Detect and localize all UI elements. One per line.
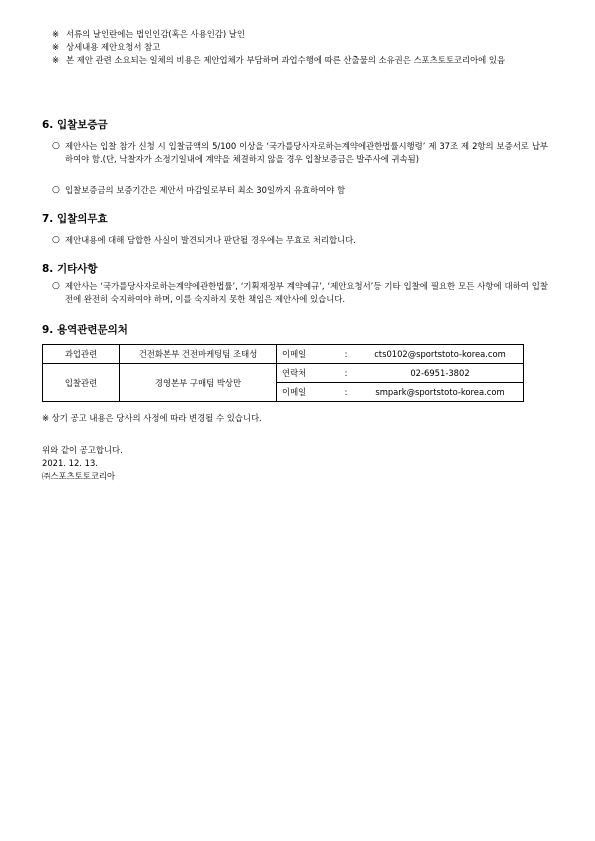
section-9-title: 9. 용역관련문의처 bbox=[42, 324, 128, 336]
sep-cell: : bbox=[335, 345, 357, 364]
label-cell: 이메일 bbox=[277, 383, 336, 402]
closing-line: 위와 같이 공고합니다. bbox=[42, 445, 123, 455]
dept-cell: 과업관련 bbox=[43, 345, 120, 364]
note-details: ※ 상세내용 제안요청서 참고 bbox=[52, 42, 161, 52]
table-row bbox=[43, 345, 524, 364]
person-cell: 경영본부 구매팀 박상만 bbox=[120, 364, 277, 402]
section-6-item-2: ○ 입찰보증금의 보증기간은 제안서 마감일로부터 최소 30일까지 유효하여야 함 bbox=[52, 185, 346, 195]
section-6-title: 6. 입찰보증금 bbox=[42, 119, 108, 131]
dept-cell: 입찰관련 bbox=[43, 364, 120, 402]
contact-table bbox=[42, 344, 524, 402]
closing-date: 2021. 12. 13. bbox=[42, 458, 98, 468]
company-name: ㈜스포츠토토코리아 bbox=[42, 471, 116, 481]
sep-cell: : bbox=[335, 383, 357, 402]
section-8-item-1: ○ 제안사는 ‘국가를당사자로하는계약에관한법률’, ‘기획재정부 계약예규’, ‘제안요청서’등 기타 입찰에 필요한 모든 사항에 대하여 입찰 전에 완전히 숙지하여야 하며, 이를 숙지하지 못한 책임은 제안사에 있습니다. bbox=[52, 281, 548, 304]
table-row bbox=[43, 364, 524, 383]
label-cell: 연락처 bbox=[277, 364, 336, 383]
section-6-item-1: ○ 제안사는 입찰 참가 신청 시 입찰금액의 5/100 이상을 ‘국가를당사자로하는계약에관한법률시행령’ 제 37조 제 2항의 보증서로 납부하여야 함.(단, 낙찰자가 소정기일내에 계약을 체결하지 않을 경우 입찰보증금은 발주사에 귀속됨) bbox=[52, 141, 548, 164]
email-link[interactable]: smpark@sportstoto-korea.com bbox=[357, 383, 524, 402]
label-cell: 이메일 bbox=[277, 345, 336, 364]
note-seal: ※ 서류의 날인란에는 법인인감(혹은 사용인감) 날인 bbox=[52, 29, 245, 39]
email-link[interactable]: cts0102@sportstoto-korea.com bbox=[357, 345, 524, 364]
person-cell: 건전화본부 건전마케팅팀 조태성 bbox=[120, 345, 277, 364]
sep-cell: : bbox=[335, 364, 357, 383]
section-8-title: 8. 기타사항 bbox=[42, 263, 98, 275]
phone-value: 02-6951-3802 bbox=[357, 364, 524, 383]
section-7-title: 7. 입찰의무효 bbox=[42, 213, 108, 225]
section-7-item-1: ○ 제안내용에 대해 담합한 사실이 발견되거나 판단될 경우에는 무효로 처리합니다. bbox=[52, 235, 356, 245]
change-note: ※ 상기 공고 내용은 당사의 사정에 따라 변경될 수 있습니다. bbox=[42, 413, 262, 423]
note-cost: ※ 본 제안 관련 소요되는 일체의 비용은 제안업체가 부담하며 과업수행에 따른 산출물의 소유권은 스포츠토토코리아에 있음 bbox=[52, 55, 506, 65]
